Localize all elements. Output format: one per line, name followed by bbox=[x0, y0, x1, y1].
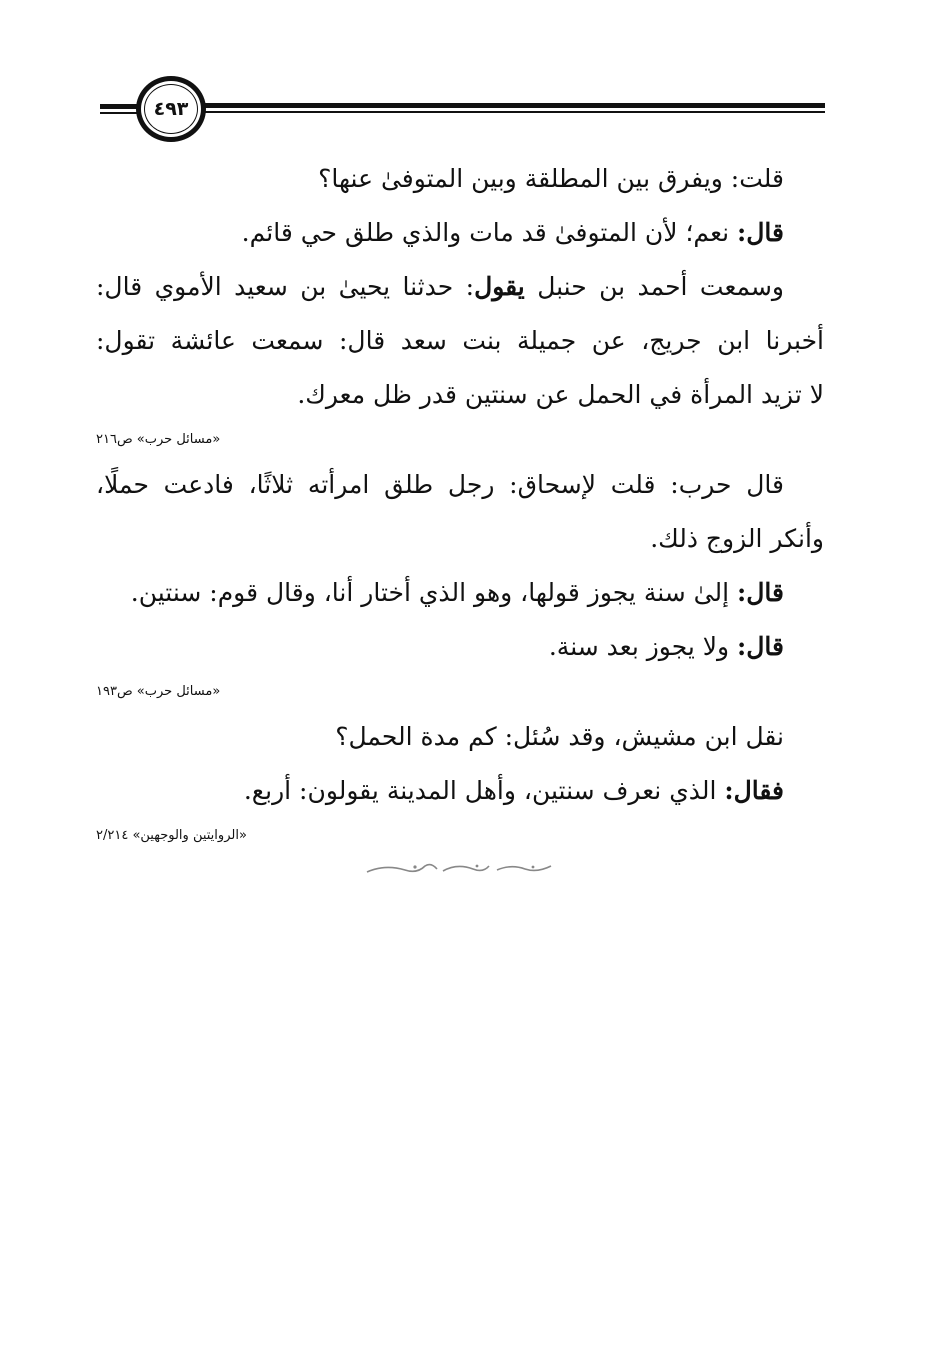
text-line bbox=[96, 458, 824, 512]
text-line bbox=[96, 260, 824, 314]
speaker-label: قال: bbox=[737, 218, 784, 247]
answer-text: ولا يجوز بعد سنة. bbox=[548, 632, 738, 661]
source-citation: «مسائل حرب» ص١٩٣ bbox=[96, 684, 221, 699]
narration-text: لا تزيد المرأة في الحمل عن سنتين قدر ظل معرك. bbox=[297, 380, 824, 409]
header-rule-thin bbox=[200, 111, 825, 113]
narration-text: وسمعت أحمد بن حنبل bbox=[524, 272, 785, 301]
header-rule-left bbox=[100, 104, 140, 109]
speaker-label: قال: bbox=[737, 578, 784, 607]
text-line bbox=[96, 512, 824, 566]
text-line bbox=[96, 314, 824, 368]
question-text: قلت: ويفرق بين المطلقة وبين المتوفىٰ عنها؟ bbox=[318, 164, 784, 193]
header-rule-thick bbox=[200, 103, 825, 108]
page-body bbox=[96, 152, 824, 854]
answer-text: نعم؛ لأن المتوفىٰ قد مات والذي طلق حي قائم. bbox=[241, 218, 738, 247]
text-line bbox=[96, 206, 824, 260]
question-text: نقل ابن مشيش، وقد سُئل: كم مدة الحمل؟ bbox=[335, 722, 784, 751]
text-line bbox=[96, 620, 824, 674]
source-citation: «الروايتين والوجهين» ٢/٢١٤ bbox=[96, 828, 247, 843]
source-citation: «مسائل حرب» ص٢١٦ bbox=[96, 432, 221, 447]
text-line bbox=[96, 710, 824, 764]
page-number: ٤٩٣ bbox=[153, 98, 189, 120]
answer-text: إلىٰ سنة يجوز قولها، وهو الذي أختار أنا، وقال قوم: سنتين. bbox=[130, 578, 738, 607]
text-line bbox=[96, 566, 824, 620]
narration-bold-word: يقول bbox=[474, 272, 525, 301]
speaker-label: فقال: bbox=[724, 776, 784, 805]
page-number-badge bbox=[136, 76, 206, 142]
narration-text: أخبرنا ابن جريج، عن جميلة بنت سعد قال: سمعت عائشة تقول: bbox=[96, 326, 824, 355]
page-header bbox=[100, 70, 825, 144]
narration-text: وأنكر الزوج ذلك. bbox=[650, 524, 824, 553]
answer-text: الذي نعرف سنتين، وأهل المدينة يقولون: أربع. bbox=[243, 776, 725, 805]
text-line bbox=[96, 368, 824, 422]
page-number-badge-inner bbox=[144, 84, 198, 134]
text-line bbox=[96, 764, 824, 818]
header-rule-left-thin bbox=[100, 112, 140, 114]
text-line bbox=[96, 152, 824, 206]
narration-text: : حدثنا يحيىٰ بن سعيد الأموي قال: bbox=[96, 272, 475, 301]
speaker-label: قال: bbox=[737, 632, 784, 661]
end-ornament-icon bbox=[365, 860, 555, 876]
narration-text: قال حرب: قلت لإسحاق: رجل طلق امرأته ثلاثًا، فادعت حملًا، bbox=[96, 470, 784, 499]
